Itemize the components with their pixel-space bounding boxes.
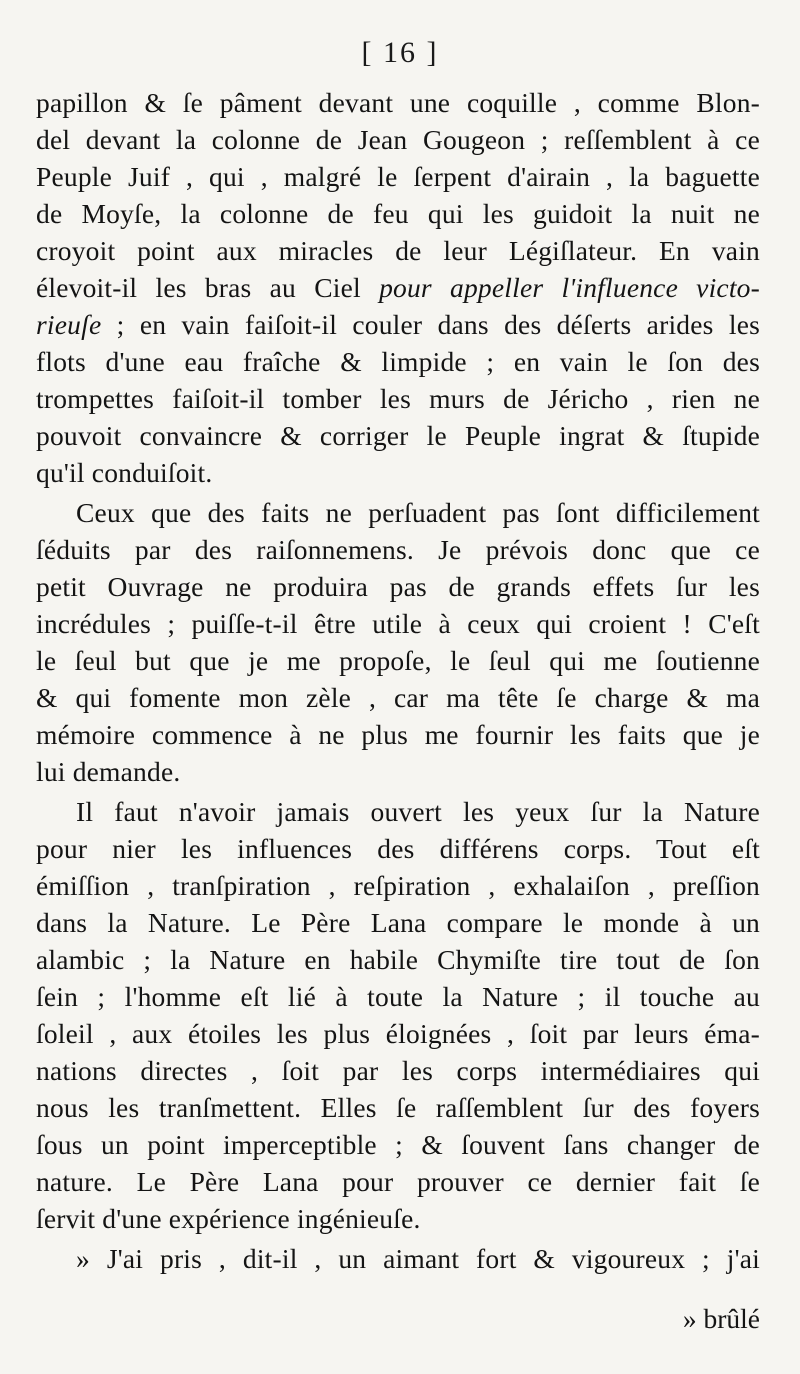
text-line: ſoleil , aux étoiles les plus éloignées , ſoit par leurs éma-: [36, 1018, 760, 1049]
text-line-mixed: [36, 269, 760, 306]
text-line: dans la Nature. Le Père Lana compare le monde à un: [36, 907, 760, 938]
paragraph-4: [36, 1240, 760, 1277]
text-line: flots d'une eau fraîche & limpide ; en vain le ſon des: [36, 346, 760, 377]
text-line: Il faut n'avoir jamais ouvert les yeux ſur la Nature: [76, 796, 760, 827]
text-line: petit Ouvrage ne produira pas de grands effets ſur les: [36, 571, 760, 602]
text-line: alambic ; la Nature en habile Chymiſte tire tout de ſon: [36, 944, 760, 975]
text-line: qu'il conduiſoit.: [36, 457, 213, 488]
text-line: Ceux que des faits ne perſuadent pas ſont difficilement: [76, 497, 760, 528]
italic-segment: rieuſe: [36, 309, 102, 340]
text-line: nous les tranſmettent. Elles ſe raſſemblent ſur des foyers: [36, 1092, 760, 1123]
text-line: [36, 306, 760, 343]
paragraph-2: [36, 494, 760, 790]
paragraph-3: [36, 793, 760, 1237]
italic-segment: pour appeller l'influence victo-: [379, 272, 760, 303]
text-line: nature. Le Père Lana pour prouver ce dernier fait ſe: [36, 1166, 760, 1197]
body-text: [36, 84, 760, 1277]
text-line: mémoire commence à ne plus me fournir les faits que je: [36, 719, 760, 750]
text-line: del devant la colonne de Jean Gougeon ; reſſemblent à ce: [36, 124, 760, 155]
text-line: lui demande.: [36, 756, 181, 787]
text-line: pouvoit convaincre & corriger le Peuple ingrat & ſtupide: [36, 420, 760, 451]
page-number-header: [ 16 ]: [361, 36, 439, 69]
text-line: de Moyſe, la colonne de feu qui les guidoit la nuit ne: [36, 198, 760, 229]
text-segment: élevoit-il les bras au Ciel: [36, 272, 361, 303]
text-line: ſous un point imperceptible ; & ſouvent ſans changer de: [36, 1129, 760, 1160]
text-line: ſein ; l'homme eſt lié à toute la Nature ; il touche au: [36, 981, 760, 1012]
text-line: incrédules ; puiſſe-t-il être utile à ceux qui croient ! C'eſt: [36, 608, 760, 639]
paragraph-1: [36, 84, 760, 491]
text-segment: ; en vain faiſoit-il couler dans des déſerts arides les: [101, 309, 760, 340]
catchword: » brûlé: [682, 1303, 760, 1334]
text-line: nations directes , ſoit par les corps intermédiaires qui: [36, 1055, 760, 1086]
text-line: ſéduits par des raiſonnemens. Je prévois donc que ce: [36, 534, 760, 565]
text-line: émiſſion , tranſpiration , reſpiration , exhalaiſon , preſſion: [36, 870, 760, 901]
text-line: papillon & ſe pâment devant une coquille , comme Blon-: [36, 87, 760, 118]
text-line: & qui fomente mon zèle , car ma tête ſe charge & ma: [36, 682, 760, 713]
text-line: » J'ai pris , dit-il , un aimant fort & vigoureux ; j'ai: [76, 1243, 760, 1274]
text-line: pour nier les influences des différens corps. Tout eſt: [36, 833, 760, 864]
text-line: le ſeul but que je me propoſe, le ſeul qui me ſoutienne: [36, 645, 760, 676]
text-line: ſervit d'une expérience ingénieuſe.: [36, 1203, 421, 1234]
text-line: croyoit point aux miracles de leur Légiſlateur. En vain: [36, 235, 760, 266]
text-line: trompettes faiſoit-il tomber les murs de Jéricho , rien ne: [36, 383, 760, 414]
text-line: Peuple Juif , qui , malgré le ſerpent d'airain , la baguette: [36, 161, 760, 192]
